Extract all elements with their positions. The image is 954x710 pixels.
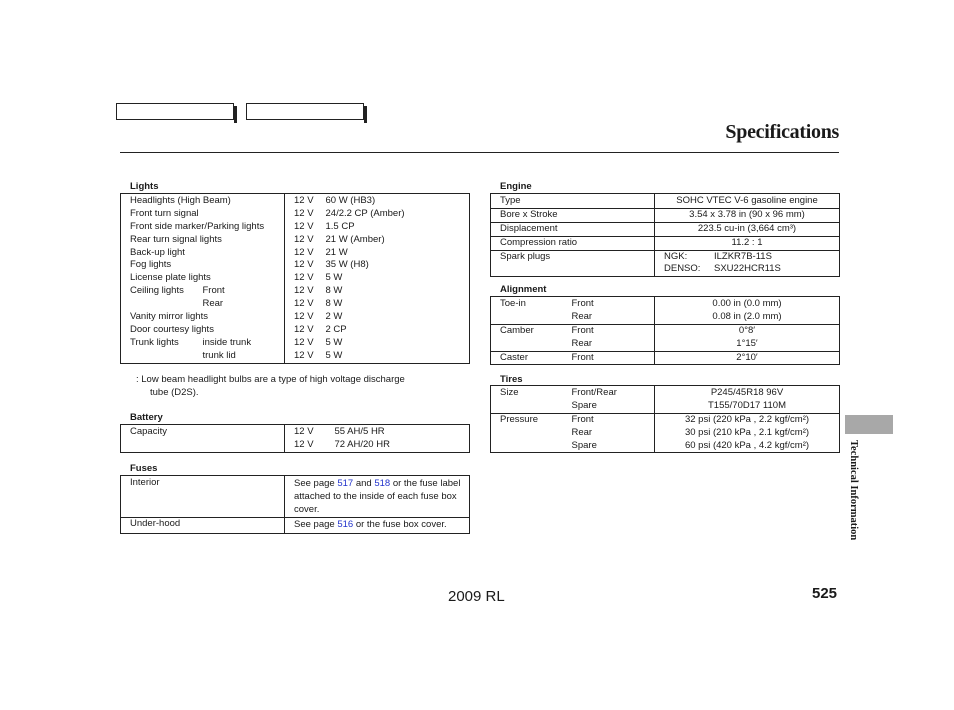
light-sub: Rear — [202, 298, 224, 310]
lights-row — [121, 234, 470, 247]
page-518-link[interactable]: 518 — [374, 478, 391, 489]
battery-item: Capacity — [130, 426, 167, 437]
light-volt: 12 V — [285, 259, 326, 272]
lights-row — [121, 272, 470, 285]
tires-row — [491, 386, 840, 400]
fuses-heading: Fuses — [130, 463, 158, 474]
lights-row — [121, 337, 470, 350]
fuse-underhood-desc: See page 516 or the fuse box cover. — [285, 518, 470, 534]
alignment-position: Front — [563, 324, 655, 337]
tires-item — [491, 400, 563, 413]
nav-box-next[interactable] — [246, 103, 364, 120]
alignment-value: 0.00 in (0.0 mm) — [655, 297, 840, 311]
battery-spec-2: 72 AH/20 HR — [334, 438, 390, 450]
tires-table — [490, 385, 840, 453]
light-spec: 1.5 CP — [325, 220, 355, 232]
tires-row — [491, 427, 840, 440]
fuses-table — [120, 475, 470, 534]
light-spec: 60 W (HB3) — [325, 195, 376, 206]
light-sub: Front — [202, 285, 225, 297]
lights-row — [121, 259, 470, 272]
light-spec: 21 W — [325, 246, 348, 258]
light-sub — [203, 311, 285, 324]
light-item: Trunk lights — [130, 336, 179, 348]
tires-value: 30 psi (210 kPa , 2.1 kgf/cm²) — [655, 427, 840, 440]
alignment-row — [491, 311, 840, 324]
alignment-item: Toe-in — [500, 298, 526, 309]
light-volt: 12 V — [285, 272, 326, 285]
note-line-1: : Low beam headlight bulbs are a type of high voltage discharge — [136, 374, 405, 385]
lights-row — [121, 350, 470, 363]
engine-displacement-value: 223.5 cu-in (3,664 cm³) — [655, 222, 840, 236]
tires-value: 32 psi (220 kPa , 2.2 kgf/cm²) — [655, 413, 840, 426]
light-sub — [203, 208, 285, 221]
alignment-row — [491, 297, 840, 311]
alignment-position: Rear — [571, 337, 593, 349]
light-volt: 12 V — [285, 247, 326, 260]
battery-volt-2: 12 V — [285, 439, 326, 452]
fuse-interior-desc: See page 517 and 518 or the fuse label attached to the inside of each fuse box cover. — [285, 476, 470, 518]
light-item: Vanity mirror lights — [130, 311, 208, 323]
lights-row — [121, 324, 470, 337]
tires-row — [491, 400, 840, 413]
light-item — [121, 350, 203, 363]
page-title: Specifications — [725, 121, 839, 143]
lights-row — [121, 247, 470, 260]
section-tab-marker[interactable] — [845, 415, 893, 434]
engine-type-label: Type — [500, 195, 521, 206]
light-spec: 5 W — [325, 336, 343, 348]
light-item: Front turn signal — [130, 207, 199, 219]
alignment-row — [491, 351, 840, 365]
light-spec: 5 W — [325, 272, 343, 284]
engine-compression-label: Compression ratio — [491, 236, 655, 250]
alignment-value: 2°10′ — [655, 351, 840, 365]
alignment-item — [491, 338, 563, 351]
light-volt: 12 V — [285, 337, 326, 350]
light-item: Ceiling lights — [130, 285, 184, 297]
alignment-item: Camber — [491, 324, 563, 337]
light-spec: 35 W (H8) — [325, 259, 369, 271]
engine-table — [490, 193, 840, 277]
light-item: License plate lights — [130, 272, 211, 284]
light-item: Door courtesy lights — [130, 323, 214, 335]
alignment-position: Rear — [571, 310, 593, 322]
page-517-link[interactable]: 517 — [337, 478, 354, 489]
tires-value: 60 psi (420 kPa , 4.2 kgf/cm²) — [655, 440, 840, 453]
light-sub — [203, 272, 285, 285]
light-item: Front side marker/Parking lights — [130, 220, 265, 232]
alignment-position: Front — [563, 351, 655, 365]
title-divider — [120, 152, 839, 153]
lights-row — [121, 311, 470, 324]
alignment-position: Front — [571, 298, 594, 309]
nav-box-previous[interactable] — [116, 103, 234, 120]
note-line-2: tube (D2S). — [150, 386, 199, 398]
light-sub: trunk lid — [202, 349, 236, 361]
light-volt: 12 V — [285, 298, 326, 311]
page-number: 525 — [812, 585, 838, 602]
engine-heading: Engine — [500, 181, 532, 192]
engine-bore-value: 3.54 x 3.78 in (90 x 96 mm) — [655, 208, 840, 222]
alignment-value: 1°15′ — [655, 338, 840, 351]
light-item: Rear turn signal lights — [130, 233, 222, 245]
lights-row — [121, 298, 470, 311]
light-sub — [203, 247, 285, 260]
alignment-item: Caster — [491, 351, 563, 365]
headlight-note — [136, 374, 466, 400]
light-spec: 2 W — [325, 311, 343, 323]
tires-heading: Tires — [500, 374, 523, 385]
tires-item: Pressure — [491, 413, 563, 426]
lights-row — [121, 285, 470, 298]
light-spec: 2 CP — [325, 323, 347, 335]
light-item: Back-up light — [130, 246, 185, 258]
tires-value: P245/45R18 96V — [655, 386, 840, 400]
light-item: Fog lights — [130, 259, 172, 271]
tires-row — [491, 440, 840, 453]
alignment-value: 0°8′ — [655, 324, 840, 337]
lights-heading: Lights — [130, 181, 159, 192]
light-volt: 12 V — [285, 234, 326, 247]
light-volt: 12 V — [285, 324, 326, 337]
alignment-table — [490, 296, 840, 365]
light-item — [121, 298, 203, 311]
lights-table — [120, 193, 470, 364]
light-volt: 12 V — [285, 285, 326, 298]
tires-position: Spare — [571, 399, 597, 411]
footer-model: 2009 RL — [448, 588, 505, 605]
light-sub: inside trunk — [202, 336, 252, 348]
alignment-row — [491, 324, 840, 337]
tires-value: T155/70D17 110M — [655, 400, 840, 413]
lights-row — [121, 194, 470, 208]
light-volt: 12 V — [285, 194, 326, 208]
engine-spark-label: Spark plugs — [491, 250, 655, 276]
light-spec: 21 W (Amber) — [325, 233, 385, 245]
light-spec: 8 W — [325, 298, 343, 310]
alignment-row — [491, 338, 840, 351]
tires-item — [491, 427, 563, 440]
light-sub — [203, 259, 285, 272]
engine-compression-value: 11.2 : 1 — [655, 236, 840, 250]
engine-spark-value: NGK: ILZKR7B-11S DENSO: SXU22HCR11S — [655, 250, 840, 276]
section-tab-label: Technical Information — [848, 440, 859, 541]
tires-row — [491, 413, 840, 426]
battery-heading: Battery — [130, 412, 163, 423]
light-sub — [203, 324, 285, 337]
alignment-heading: Alignment — [500, 284, 547, 295]
light-spec: 5 W — [325, 349, 343, 361]
engine-displacement-label: Displacement — [491, 222, 655, 236]
light-item: Headlights (High Beam) — [130, 195, 231, 206]
light-spec: 8 W — [325, 285, 343, 297]
battery-spec-1: 55 AH/5 HR — [334, 426, 385, 437]
battery-table — [120, 424, 470, 453]
light-volt: 12 V — [285, 350, 326, 363]
light-volt: 12 V — [285, 221, 326, 234]
tires-position: Front/Rear — [571, 387, 617, 398]
battery-volt-1: 12 V — [285, 425, 326, 439]
alignment-value: 0.08 in (2.0 mm) — [655, 311, 840, 324]
tires-position: Front — [563, 413, 655, 426]
light-volt: 12 V — [285, 311, 326, 324]
engine-type-value: SOHC VTEC V-6 gasoline engine — [655, 194, 840, 209]
light-volt: 12 V — [285, 208, 326, 221]
engine-bore-label: Bore x Stroke — [491, 208, 655, 222]
lights-row — [121, 208, 470, 221]
tires-item: Size — [500, 387, 519, 398]
tires-position: Spare — [571, 439, 597, 451]
light-spec: 24/2.2 CP (Amber) — [325, 207, 405, 219]
page-516-link[interactable]: 516 — [337, 519, 354, 530]
alignment-item — [491, 311, 563, 324]
tires-item — [491, 440, 563, 453]
tires-position: Rear — [571, 426, 593, 438]
fuse-interior-item: Interior — [130, 477, 160, 488]
fuse-underhood-item: Under-hood — [121, 518, 285, 534]
lights-row — [121, 221, 470, 234]
